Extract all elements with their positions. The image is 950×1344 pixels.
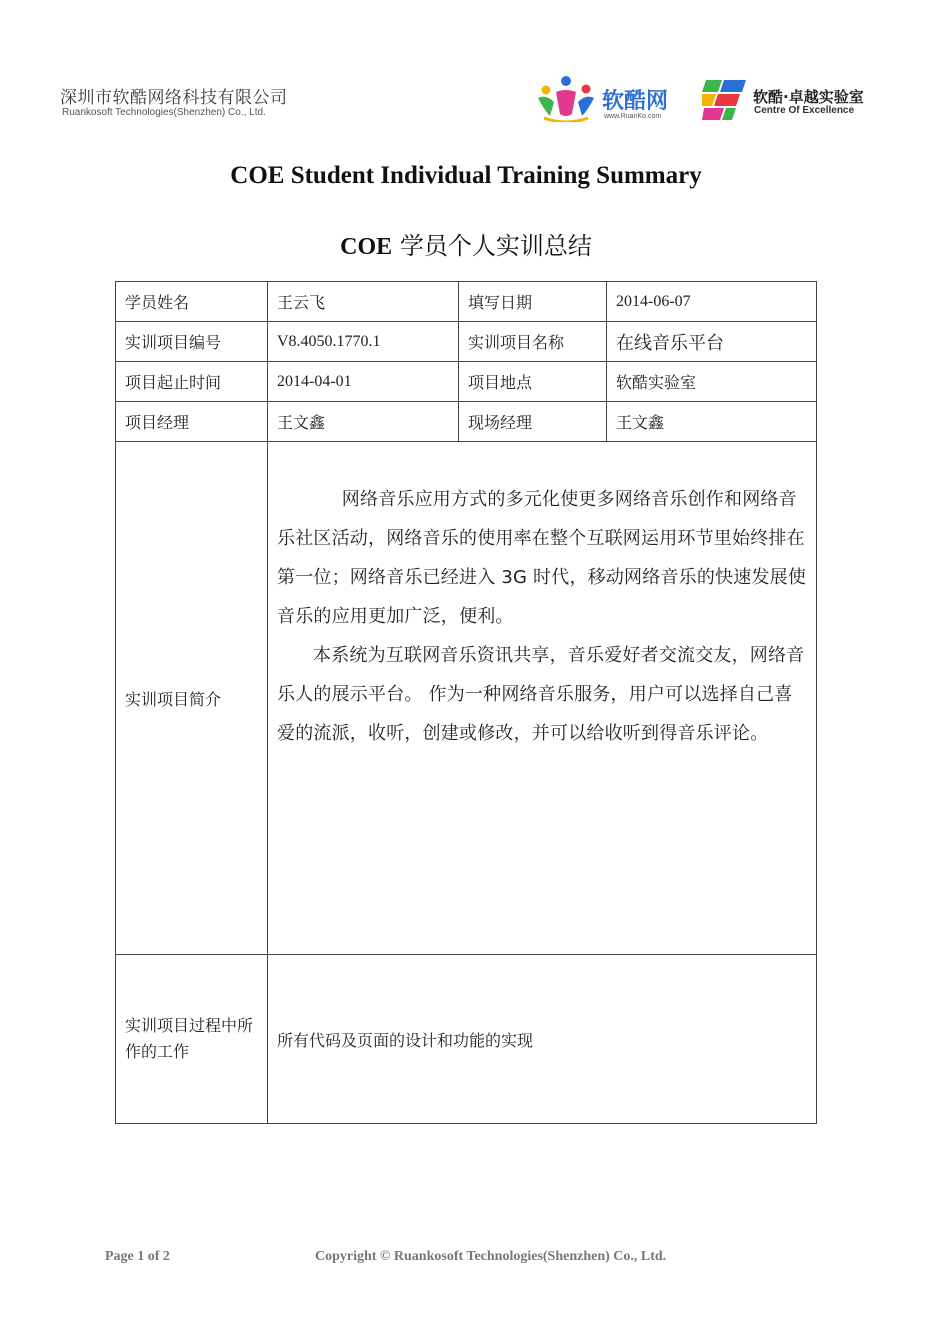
site-manager-label: 现场经理: [459, 402, 607, 442]
project-manager-label: 项目经理: [116, 402, 268, 442]
ruanko-people-icon: [536, 74, 596, 122]
fill-date-value: 2014-06-07: [607, 282, 817, 322]
student-name-value: 王云飞: [268, 282, 459, 322]
ruanko-logo: [536, 74, 696, 124]
location-label: 项目地点: [459, 362, 607, 402]
location-value: 软酷实验室: [607, 362, 817, 402]
intro-paragraph: 网络音乐应用方式的多元化使更多网络音乐创作和网络音乐社区活动，网络音乐的使用率在整个互联网运用环节里始终排在第一位；网络音乐已经进入 3G 时代，移动网络音乐的快速发展使音乐的应用更加广泛，便利。: [277, 489, 807, 627]
title-cn-suffix: 学员个人实训总结: [392, 232, 592, 260]
coe-logo: [702, 78, 892, 124]
work-content: 所有代码及页面的设计和功能的实现: [268, 955, 817, 1124]
project-manager-value: 王文鑫: [268, 402, 459, 442]
company-name-cn: 深圳市软酷网络科技有限公司: [60, 88, 288, 108]
page-number: Page 1 of 2: [105, 1249, 170, 1264]
fill-date-label: 填写日期: [459, 282, 607, 322]
site-manager-value: 王文鑫: [607, 402, 817, 442]
document-title-cn: [0, 226, 932, 261]
training-summary-table: [115, 281, 817, 1124]
table-row: [116, 402, 817, 442]
coe-logo-subtitle: Centre Of Excellence: [754, 105, 855, 116]
copyright: Copyright © Ruankosoft Technologies(Shenzhen) Co., Ltd.: [315, 1249, 667, 1264]
project-intro-content: [268, 442, 817, 955]
document-title-en: COE Student Individual Training Summary: [230, 162, 702, 189]
table-row: [116, 955, 817, 1124]
period-label: 项目起止时间: [116, 362, 268, 402]
project-intro-label: 实训项目简介: [116, 442, 268, 955]
project-name-label: 实训项目名称: [459, 322, 607, 362]
work-label: 实训项目过程中所作的工作: [116, 955, 268, 1124]
table-row: [116, 322, 817, 362]
ruanko-logo-url: www.RuanKo.com: [604, 113, 662, 120]
page-header: [0, 0, 950, 140]
company-name-en: Ruankosoft Technologies(Shenzhen) Co., Ltd.: [62, 107, 266, 118]
table-row: [116, 442, 817, 955]
table-row: [116, 362, 817, 402]
project-code-label: 实训项目编号: [116, 322, 268, 362]
title-cn-prefix: COE: [340, 234, 393, 260]
project-name-value: 在线音乐平台: [607, 322, 817, 362]
intro-paragraph: 本系统为互联网音乐资讯共享，音乐爱好者交流交友，网络音乐人的展示平台。 作为一种网络音乐服务，用户可以选择自己喜爱的流派，收听，创建或修改，并可以给收听到得音乐评论。: [277, 645, 805, 744]
period-value: 2014-04-01: [268, 362, 459, 402]
table-row: [116, 282, 817, 322]
coe-blocks-icon: [702, 78, 748, 122]
ruanko-logo-name: 软酷网: [602, 89, 669, 114]
student-name-label: 学员姓名: [116, 282, 268, 322]
coe-logo-name: 软酷·卓越实验室: [753, 88, 864, 106]
project-code-value: V8.4050.1770.1: [268, 322, 459, 362]
